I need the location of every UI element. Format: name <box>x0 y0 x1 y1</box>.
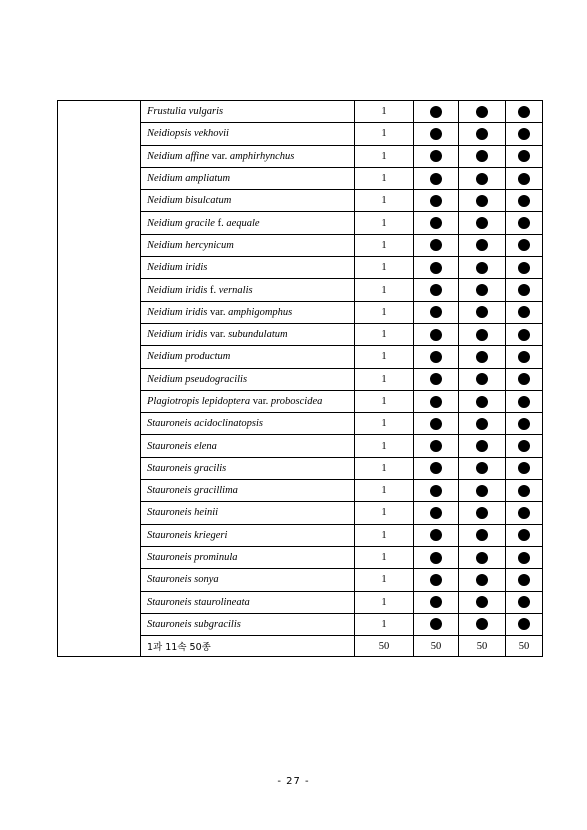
total-count: 50 <box>355 636 414 657</box>
filled-circle-icon <box>430 462 442 474</box>
site-1-presence <box>414 546 459 568</box>
species-count: 1 <box>355 167 414 189</box>
filled-circle-icon <box>430 351 442 363</box>
page-number: - 27 - <box>277 776 310 787</box>
site-2-presence <box>459 301 506 323</box>
site-2-presence <box>459 413 506 435</box>
species-name <box>141 301 355 323</box>
site-3-presence <box>506 457 543 479</box>
filled-circle-icon <box>518 440 530 452</box>
species-name-italic-part: Plagiotropis lepidoptera <box>147 396 253 407</box>
species-name <box>141 323 355 345</box>
species-count: 1 <box>355 591 414 613</box>
site-3-presence <box>506 234 543 256</box>
filled-circle-icon <box>518 574 530 586</box>
filled-circle-icon <box>476 284 488 296</box>
species-name-italic-part: Neidium hercynicum <box>147 239 234 251</box>
site-2-presence <box>459 145 506 167</box>
filled-circle-icon <box>476 373 488 385</box>
species-name-italic-part: Stauroneis staurolineata <box>147 596 250 608</box>
species-name <box>141 145 355 167</box>
site-3-presence <box>506 167 543 189</box>
filled-circle-icon <box>476 396 488 408</box>
species-name-italic-part: Stauroneis elena <box>147 440 217 452</box>
species-table-body <box>58 101 543 657</box>
species-name-italic-part: Stauroneis prominula <box>147 552 238 564</box>
filled-circle-icon <box>518 418 530 430</box>
site-1-presence <box>414 368 459 390</box>
site-1-presence <box>414 613 459 635</box>
filled-circle-icon <box>518 150 530 162</box>
species-name <box>141 480 355 502</box>
species-name-italic-part: Neidium iridis <box>147 306 211 318</box>
site-2-presence <box>459 190 506 212</box>
site-2-presence <box>459 123 506 145</box>
filled-circle-icon <box>518 329 530 341</box>
filled-circle-icon <box>476 596 488 608</box>
filled-circle-icon <box>476 150 488 162</box>
species-name-italic-part: Neidium productum <box>147 351 231 363</box>
filled-circle-icon <box>476 618 488 630</box>
site-1-presence <box>414 480 459 502</box>
filled-circle-icon <box>430 396 442 408</box>
species-count: 1 <box>355 546 414 568</box>
site-3-presence <box>506 145 543 167</box>
site-2-presence <box>459 502 506 524</box>
species-count: 1 <box>355 279 414 301</box>
filled-circle-icon <box>476 239 488 251</box>
species-name-italic-part: Neidium gracile <box>147 217 218 229</box>
filled-circle-icon <box>430 173 442 185</box>
filled-circle-icon <box>430 507 442 519</box>
species-name <box>141 591 355 613</box>
filled-circle-icon <box>476 106 488 118</box>
site-1-presence <box>414 323 459 345</box>
site-1-presence <box>414 145 459 167</box>
filled-circle-icon <box>518 485 530 497</box>
site-3-presence <box>506 591 543 613</box>
filled-circle-icon <box>518 217 530 229</box>
species-name-italic-part: aequale <box>226 217 260 229</box>
site-3-presence <box>506 279 543 301</box>
species-name-italic-part: Neidium pseudogracilis <box>147 373 248 385</box>
site-2-presence <box>459 368 506 390</box>
filled-circle-icon <box>518 596 530 608</box>
filled-circle-icon <box>430 329 442 341</box>
species-name-italic-part: amphigomphus <box>228 306 293 318</box>
filled-circle-icon <box>518 396 530 408</box>
site-1-presence <box>414 167 459 189</box>
species-count: 1 <box>355 368 414 390</box>
species-name <box>141 368 355 390</box>
species-count: 1 <box>355 390 414 412</box>
filled-circle-icon <box>430 217 442 229</box>
total-site-2: 50 <box>459 636 506 657</box>
species-count: 1 <box>355 480 414 502</box>
site-2-presence <box>459 480 506 502</box>
filled-circle-icon <box>518 507 530 519</box>
site-1-presence <box>414 569 459 591</box>
site-3-presence <box>506 190 543 212</box>
site-3-presence <box>506 480 543 502</box>
site-2-presence <box>459 390 506 412</box>
filled-circle-icon <box>518 529 530 541</box>
filled-circle-icon <box>476 173 488 185</box>
species-name-italic-part: Stauroneis heinii <box>147 507 219 519</box>
site-2-presence <box>459 569 506 591</box>
species-name-italic-part: Neidium affine <box>147 150 212 162</box>
species-name-italic-part: Neidium bisulcatum <box>147 195 232 207</box>
species-name <box>141 569 355 591</box>
filled-circle-icon <box>518 284 530 296</box>
species-name-italic-part: Stauroneis kriegeri <box>147 529 228 541</box>
site-2-presence <box>459 435 506 457</box>
filled-circle-icon <box>518 373 530 385</box>
species-name-rank-part: f. <box>217 217 227 229</box>
filled-circle-icon <box>476 329 488 341</box>
filled-circle-icon <box>476 351 488 363</box>
filled-circle-icon <box>518 262 530 274</box>
site-2-presence <box>459 524 506 546</box>
species-count: 1 <box>355 234 414 256</box>
filled-circle-icon <box>430 284 442 296</box>
site-1-presence <box>414 234 459 256</box>
filled-circle-icon <box>518 106 530 118</box>
filled-circle-icon <box>518 239 530 251</box>
site-3-presence <box>506 546 543 568</box>
site-2-presence <box>459 591 506 613</box>
filled-circle-icon <box>430 239 442 251</box>
species-name <box>141 279 355 301</box>
filled-circle-icon <box>430 106 442 118</box>
filled-circle-icon <box>430 150 442 162</box>
filled-circle-icon <box>430 195 442 207</box>
filled-circle-icon <box>430 373 442 385</box>
total-label: 1과 11속 50종 <box>141 636 355 657</box>
species-count: 1 <box>355 457 414 479</box>
filled-circle-icon <box>476 195 488 207</box>
species-count: 1 <box>355 145 414 167</box>
species-name-italic-part: proboscidea <box>270 396 323 407</box>
filled-circle-icon <box>430 552 442 564</box>
species-name <box>141 413 355 435</box>
site-3-presence <box>506 101 543 123</box>
site-3-presence <box>506 323 543 345</box>
site-3-presence <box>506 413 543 435</box>
table-row <box>58 101 543 123</box>
site-2-presence <box>459 234 506 256</box>
species-name <box>141 101 355 123</box>
site-1-presence <box>414 212 459 234</box>
site-2-presence <box>459 279 506 301</box>
filled-circle-icon <box>430 128 442 140</box>
species-name-italic-part: Neidiopsis vekhovii <box>147 128 229 140</box>
species-count: 1 <box>355 257 414 279</box>
site-1-presence <box>414 457 459 479</box>
site-1-presence <box>414 502 459 524</box>
filled-circle-icon <box>518 306 530 318</box>
species-name-italic-part: Neidium iridis <box>147 329 211 341</box>
species-table <box>57 100 543 657</box>
species-name-italic-part: vernalis <box>218 284 253 296</box>
site-2-presence <box>459 323 506 345</box>
filled-circle-icon <box>430 418 442 430</box>
site-2-presence <box>459 457 506 479</box>
filled-circle-icon <box>430 529 442 541</box>
filled-circle-icon <box>430 306 442 318</box>
site-1-presence <box>414 435 459 457</box>
group-cell <box>58 101 141 657</box>
species-count: 1 <box>355 101 414 123</box>
species-name-italic-part: Frustulia vulgaris <box>147 106 224 118</box>
filled-circle-icon <box>476 440 488 452</box>
filled-circle-icon <box>476 507 488 519</box>
species-name <box>141 502 355 524</box>
filled-circle-icon <box>476 262 488 274</box>
species-name <box>141 212 355 234</box>
filled-circle-icon <box>476 418 488 430</box>
filled-circle-icon <box>430 596 442 608</box>
species-name-italic-part: Stauroneis gracillima <box>147 485 238 497</box>
site-3-presence <box>506 257 543 279</box>
species-count: 1 <box>355 502 414 524</box>
site-1-presence <box>414 123 459 145</box>
site-1-presence <box>414 413 459 435</box>
site-1-presence <box>414 301 459 323</box>
species-name-rank-part: var. <box>210 329 229 341</box>
species-name-italic-part: Stauroneis subgracilis <box>147 618 241 630</box>
filled-circle-icon <box>518 462 530 474</box>
species-count: 1 <box>355 524 414 546</box>
site-3-presence <box>506 390 543 412</box>
filled-circle-icon <box>518 173 530 185</box>
species-name-rank-part: f. <box>210 284 219 296</box>
species-name-rank-part: var. <box>252 396 271 407</box>
site-1-presence <box>414 257 459 279</box>
species-name <box>141 546 355 568</box>
filled-circle-icon <box>518 351 530 363</box>
filled-circle-icon <box>430 440 442 452</box>
filled-circle-icon <box>430 618 442 630</box>
filled-circle-icon <box>476 529 488 541</box>
species-name <box>141 390 355 412</box>
site-3-presence <box>506 569 543 591</box>
species-name-italic-part: Stauroneis acidoclinatopsis <box>147 418 263 430</box>
site-3-presence <box>506 346 543 368</box>
site-1-presence <box>414 190 459 212</box>
species-name <box>141 524 355 546</box>
site-3-presence <box>506 123 543 145</box>
site-3-presence <box>506 212 543 234</box>
species-name-rank-part: var. <box>211 150 230 162</box>
species-count: 1 <box>355 123 414 145</box>
species-count: 1 <box>355 613 414 635</box>
filled-circle-icon <box>476 574 488 586</box>
site-2-presence <box>459 257 506 279</box>
filled-circle-icon <box>518 552 530 564</box>
filled-circle-icon <box>430 574 442 586</box>
site-3-presence <box>506 524 543 546</box>
total-site-1: 50 <box>414 636 459 657</box>
species-name <box>141 435 355 457</box>
filled-circle-icon <box>476 306 488 318</box>
species-count: 1 <box>355 346 414 368</box>
filled-circle-icon <box>518 618 530 630</box>
site-2-presence <box>459 546 506 568</box>
species-count: 1 <box>355 413 414 435</box>
species-name <box>141 346 355 368</box>
site-1-presence <box>414 346 459 368</box>
filled-circle-icon <box>518 128 530 140</box>
species-name-italic-part: amphirhynchus <box>229 150 295 162</box>
site-2-presence <box>459 346 506 368</box>
species-name <box>141 257 355 279</box>
site-2-presence <box>459 101 506 123</box>
species-name-italic-part: Neidium iridis <box>147 284 211 296</box>
filled-circle-icon <box>476 485 488 497</box>
total-site-3: 50 <box>506 636 543 657</box>
site-1-presence <box>414 101 459 123</box>
species-name <box>141 234 355 256</box>
species-count: 1 <box>355 190 414 212</box>
site-2-presence <box>459 613 506 635</box>
species-name <box>141 123 355 145</box>
site-1-presence <box>414 524 459 546</box>
species-count: 1 <box>355 212 414 234</box>
site-3-presence <box>506 613 543 635</box>
species-name-italic-part: Stauroneis gracilis <box>147 462 227 474</box>
species-name <box>141 457 355 479</box>
site-1-presence <box>414 279 459 301</box>
species-name-italic-part: Neidium ampliatum <box>147 173 231 185</box>
species-count: 1 <box>355 323 414 345</box>
species-name <box>141 190 355 212</box>
species-name-italic-part: Neidium iridis <box>147 262 208 274</box>
filled-circle-icon <box>430 485 442 497</box>
site-3-presence <box>506 435 543 457</box>
site-3-presence <box>506 502 543 524</box>
site-1-presence <box>414 591 459 613</box>
site-2-presence <box>459 212 506 234</box>
filled-circle-icon <box>476 217 488 229</box>
species-count: 1 <box>355 301 414 323</box>
site-1-presence <box>414 390 459 412</box>
site-2-presence <box>459 167 506 189</box>
species-count: 1 <box>355 569 414 591</box>
species-name <box>141 167 355 189</box>
filled-circle-icon <box>476 128 488 140</box>
species-name-italic-part: Stauroneis sonya <box>147 574 219 586</box>
filled-circle-icon <box>518 195 530 207</box>
species-name <box>141 613 355 635</box>
site-3-presence <box>506 368 543 390</box>
species-table-container <box>57 100 543 657</box>
filled-circle-icon <box>476 462 488 474</box>
filled-circle-icon <box>430 262 442 274</box>
species-count: 1 <box>355 435 414 457</box>
species-name-italic-part: subundulatum <box>228 329 288 341</box>
site-3-presence <box>506 301 543 323</box>
species-name-rank-part: var. <box>210 306 229 318</box>
filled-circle-icon <box>476 552 488 564</box>
